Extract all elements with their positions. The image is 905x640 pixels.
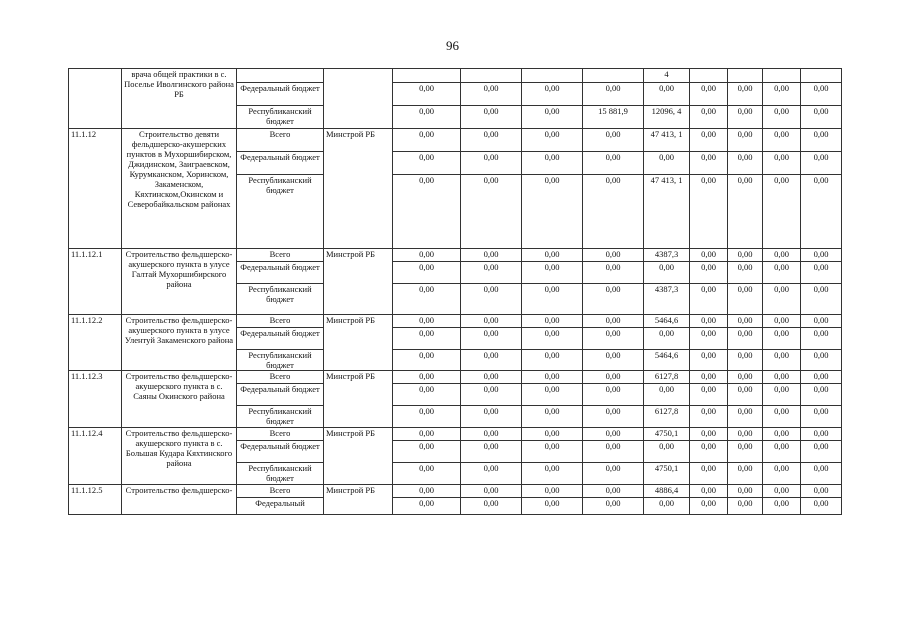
funding-source: Федеральный бюджет [237,262,324,284]
amount-cell: 0,00 [690,441,728,463]
amount-cell: 0,00 [763,350,801,371]
item-code: 11.1.12.1 [69,249,122,315]
amount-cell: 4886,4 [644,485,690,498]
amount-cell: 0,00 [522,463,583,485]
amount-cell: 0,00 [393,428,461,441]
item-name: Строительство фельдшерско-акушерского пункта в улусе Галтай Мухоршибирского района [122,249,237,315]
amount-cell: 0,00 [690,249,728,262]
amount-cell: 0,00 [393,129,461,152]
amount-cell: 0,00 [801,485,842,498]
amount-cell: 0,00 [583,129,644,152]
amount-cell: 0,00 [461,249,522,262]
amount-cell: 0,00 [801,262,842,284]
item-name: Строительство девяти фельдшерско-акушерских пунктов в Мухоршибирском, Джидинском, Заиграевском, Курумканском, Хоринском, Закаменском, Кяхтинском,Окинском и Северобайкальском районах [122,129,237,249]
amount-cell: 0,00 [522,328,583,350]
amount-cell: 0,00 [461,83,522,106]
amount-cell: 0,00 [461,284,522,315]
amount-cell: 0,00 [763,262,801,284]
item-name: Строительство фельдшерско-акушерского пункта в с. Саяны Окинского района [122,371,237,428]
amount-cell: 0,00 [801,498,842,515]
amount-cell: 0,00 [801,406,842,428]
amount-cell: 0,00 [522,129,583,152]
amount-cell: 0,00 [522,106,583,129]
amount-cell: 0,00 [763,406,801,428]
amount-cell: 0,00 [393,175,461,249]
amount-cell: 0,00 [801,350,842,371]
amount-cell: 0,00 [644,328,690,350]
executor: Минстрой РБ [324,249,393,315]
amount-cell: 0,00 [583,485,644,498]
table-row [69,428,842,441]
amount-cell: 0,00 [522,441,583,463]
amount-cell: 0,00 [801,249,842,262]
amount-cell: 4750,1 [644,428,690,441]
amount-cell: 0,00 [728,106,763,129]
amount-cell: 0,00 [801,328,842,350]
executor: Минстрой РБ [324,428,393,485]
executor [324,69,393,129]
amount-cell: 0,00 [393,485,461,498]
amount-cell: 15 881,9 [583,106,644,129]
funding-source: Всего [237,315,324,328]
amount-cell: 0,00 [728,129,763,152]
item-code: 11.1.12.2 [69,315,122,371]
amount-cell [522,69,583,83]
amount-cell: 0,00 [583,463,644,485]
funding-source: Республиканский бюджет [237,350,324,371]
amount-cell: 0,00 [461,328,522,350]
executor: Минстрой РБ [324,485,393,515]
amount-cell: 0,00 [763,175,801,249]
amount-cell: 0,00 [583,249,644,262]
amount-cell: 0,00 [763,485,801,498]
amount-cell: 0,00 [728,371,763,384]
amount-cell: 0,00 [461,262,522,284]
amount-cell: 0,00 [728,175,763,249]
amount-cell: 0,00 [644,83,690,106]
amount-cell: 0,00 [461,463,522,485]
amount-cell: 5464,6 [644,350,690,371]
amount-cell: 0,00 [393,441,461,463]
table-row [69,371,842,384]
amount-cell: 0,00 [461,441,522,463]
item-code: 11.1.12.3 [69,371,122,428]
amount-cell: 0,00 [728,498,763,515]
item-name: Строительство фельдшерско-акушерского пункта в с. Большая Кудара Кяхтинского района [122,428,237,485]
amount-cell: 0,00 [728,485,763,498]
amount-cell: 0,00 [393,498,461,515]
amount-cell: 0,00 [644,384,690,406]
amount-cell: 0,00 [801,129,842,152]
amount-cell: 0,00 [393,83,461,106]
amount-cell: 0,00 [461,406,522,428]
amount-cell: 0,00 [522,284,583,315]
amount-cell: 0,00 [763,463,801,485]
amount-cell: 0,00 [690,106,728,129]
amount-cell: 0,00 [583,371,644,384]
amount-cell: 0,00 [763,106,801,129]
funding-source: Всего [237,428,324,441]
amount-cell: 0,00 [461,129,522,152]
amount-cell: 6127,8 [644,406,690,428]
funding-source: Республиканский бюджет [237,463,324,485]
amount-cell: 0,00 [690,463,728,485]
amount-cell: 0,00 [728,249,763,262]
amount-cell: 0,00 [801,83,842,106]
amount-cell: 0,00 [690,175,728,249]
executor: Минстрой РБ [324,371,393,428]
amount-cell [690,69,728,83]
amount-cell: 0,00 [763,315,801,328]
funding-source: Всего [237,249,324,262]
amount-cell: 0,00 [583,441,644,463]
amount-cell: 0,00 [522,406,583,428]
amount-cell: 0,00 [393,328,461,350]
amount-cell: 0,00 [461,371,522,384]
funding-source: Федеральный бюджет [237,441,324,463]
amount-cell: 0,00 [690,262,728,284]
amount-cell: 0,00 [583,350,644,371]
amount-cell: 0,00 [644,262,690,284]
funding-source: Федеральный [237,498,324,515]
item-name: врача общей практики в с. Поселье Иволгинского района РБ [122,69,237,129]
amount-cell: 0,00 [461,106,522,129]
amount-cell: 0,00 [583,175,644,249]
amount-cell: 0,00 [690,428,728,441]
amount-cell: 0,00 [801,371,842,384]
amount-cell: 0,00 [393,152,461,175]
funding-source: Федеральный бюджет [237,328,324,350]
amount-cell: 0,00 [763,441,801,463]
amount-cell: 0,00 [763,384,801,406]
amount-cell: 0,00 [583,328,644,350]
amount-cell: 0,00 [690,315,728,328]
amount-cell [393,69,461,83]
amount-cell: 0,00 [801,284,842,315]
item-code: 11.1.12.5 [69,485,122,515]
amount-cell: 0,00 [644,152,690,175]
amount-cell: 0,00 [393,262,461,284]
amount-cell: 0,00 [728,350,763,371]
item-code: 11.1.12.4 [69,428,122,485]
amount-cell: 0,00 [461,152,522,175]
amount-cell: 0,00 [522,152,583,175]
amount-cell: 0,00 [393,350,461,371]
amount-cell: 0,00 [644,441,690,463]
funding-source [237,69,324,83]
amount-cell: 0,00 [393,249,461,262]
amount-cell: 0,00 [583,406,644,428]
funding-source: Федеральный бюджет [237,152,324,175]
amount-cell: 0,00 [763,498,801,515]
amount-cell: 0,00 [690,152,728,175]
amount-cell: 0,00 [763,83,801,106]
amount-cell: 0,00 [690,83,728,106]
funding-source: Всего [237,371,324,384]
amount-cell: 0,00 [393,284,461,315]
amount-cell: 0,00 [583,384,644,406]
amount-cell: 0,00 [583,83,644,106]
amount-cell: 0,00 [461,350,522,371]
amount-cell: 0,00 [690,384,728,406]
amount-cell: 0,00 [690,328,728,350]
amount-cell: 0,00 [801,428,842,441]
item-code [69,69,122,129]
amount-cell: 0,00 [461,498,522,515]
amount-cell: 0,00 [763,152,801,175]
amount-cell: 0,00 [728,262,763,284]
funding-source: Республиканский бюджет [237,406,324,428]
table-row [69,129,842,152]
amount-cell [728,69,763,83]
amount-cell: 0,00 [522,428,583,441]
executor: Минстрой РБ [324,315,393,371]
amount-cell: 0,00 [522,485,583,498]
item-name: Строительство фельдшерско- [122,485,237,515]
amount-cell [583,69,644,83]
amount-cell: 0,00 [522,498,583,515]
amount-cell: 0,00 [461,384,522,406]
amount-cell: 4387,3 [644,249,690,262]
amount-cell: 0,00 [393,315,461,328]
table-row [69,315,842,328]
amount-cell: 0,00 [728,463,763,485]
amount-cell: 0,00 [393,463,461,485]
amount-cell: 0,00 [763,249,801,262]
amount-cell: 0,00 [728,406,763,428]
amount-cell: 0,00 [461,315,522,328]
table-row [69,69,842,83]
amount-cell: 0,00 [644,498,690,515]
item-code: 11.1.12 [69,129,122,249]
amount-cell: 0,00 [522,315,583,328]
amount-cell: 47 413, 1 [644,175,690,249]
amount-cell: 0,00 [801,106,842,129]
amount-cell: 0,00 [583,262,644,284]
amount-cell: 0,00 [728,428,763,441]
amount-cell: 0,00 [690,498,728,515]
amount-cell: 0,00 [522,384,583,406]
funding-source: Федеральный бюджет [237,83,324,106]
page-number: 96 [446,38,459,53]
funding-source: Федеральный бюджет [237,384,324,406]
amount-cell: 0,00 [522,262,583,284]
budget-table [68,68,842,515]
executor: Минстрой РБ [324,129,393,249]
amount-cell: 0,00 [393,371,461,384]
amount-cell: 4387,3 [644,284,690,315]
amount-cell: 0,00 [583,428,644,441]
amount-cell: 0,00 [522,175,583,249]
amount-cell: 4 [644,69,690,83]
item-name: Строительство фельдшерско-акушерского пункта в улусе Улентуй Закаменского района [122,315,237,371]
amount-cell: 0,00 [801,463,842,485]
amount-cell: 0,00 [461,485,522,498]
amount-cell: 0,00 [583,152,644,175]
funding-source: Республиканский бюджет [237,284,324,315]
amount-cell: 0,00 [393,384,461,406]
amount-cell: 0,00 [763,284,801,315]
amount-cell: 0,00 [801,384,842,406]
amount-cell: 12096, 4 [644,106,690,129]
funding-source: Всего [237,485,324,498]
amount-cell: 0,00 [461,428,522,441]
amount-cell: 0,00 [522,249,583,262]
amount-cell: 6127,8 [644,371,690,384]
amount-cell: 47 413, 1 [644,129,690,152]
amount-cell: 0,00 [583,284,644,315]
amount-cell: 0,00 [690,406,728,428]
amount-cell: 0,00 [763,428,801,441]
amount-cell: 0,00 [763,371,801,384]
amount-cell: 0,00 [801,175,842,249]
amount-cell: 0,00 [728,441,763,463]
amount-cell: 0,00 [728,83,763,106]
amount-cell: 0,00 [801,315,842,328]
amount-cell: 4750,1 [644,463,690,485]
amount-cell: 0,00 [393,106,461,129]
amount-cell: 0,00 [690,371,728,384]
amount-cell: 0,00 [728,315,763,328]
amount-cell: 0,00 [522,350,583,371]
amount-cell: 0,00 [583,315,644,328]
amount-cell: 0,00 [690,350,728,371]
funding-source: Республиканский бюджет [237,106,324,129]
amount-cell: 0,00 [522,371,583,384]
amount-cell: 0,00 [728,152,763,175]
amount-cell [801,69,842,83]
amount-cell: 0,00 [690,284,728,315]
amount-cell: 0,00 [728,384,763,406]
funding-source: Всего [237,129,324,152]
amount-cell: 0,00 [801,152,842,175]
amount-cell: 0,00 [801,441,842,463]
funding-source: Республиканский бюджет [237,175,324,249]
amount-cell: 0,00 [763,129,801,152]
table-row [69,485,842,498]
amount-cell: 0,00 [728,328,763,350]
amount-cell: 0,00 [393,406,461,428]
amount-cell [461,69,522,83]
amount-cell: 0,00 [690,129,728,152]
amount-cell: 5464,6 [644,315,690,328]
amount-cell: 0,00 [522,83,583,106]
table-row [69,249,842,262]
amount-cell: 0,00 [461,175,522,249]
amount-cell: 0,00 [763,328,801,350]
amount-cell [763,69,801,83]
amount-cell: 0,00 [583,498,644,515]
amount-cell: 0,00 [690,485,728,498]
amount-cell: 0,00 [728,284,763,315]
